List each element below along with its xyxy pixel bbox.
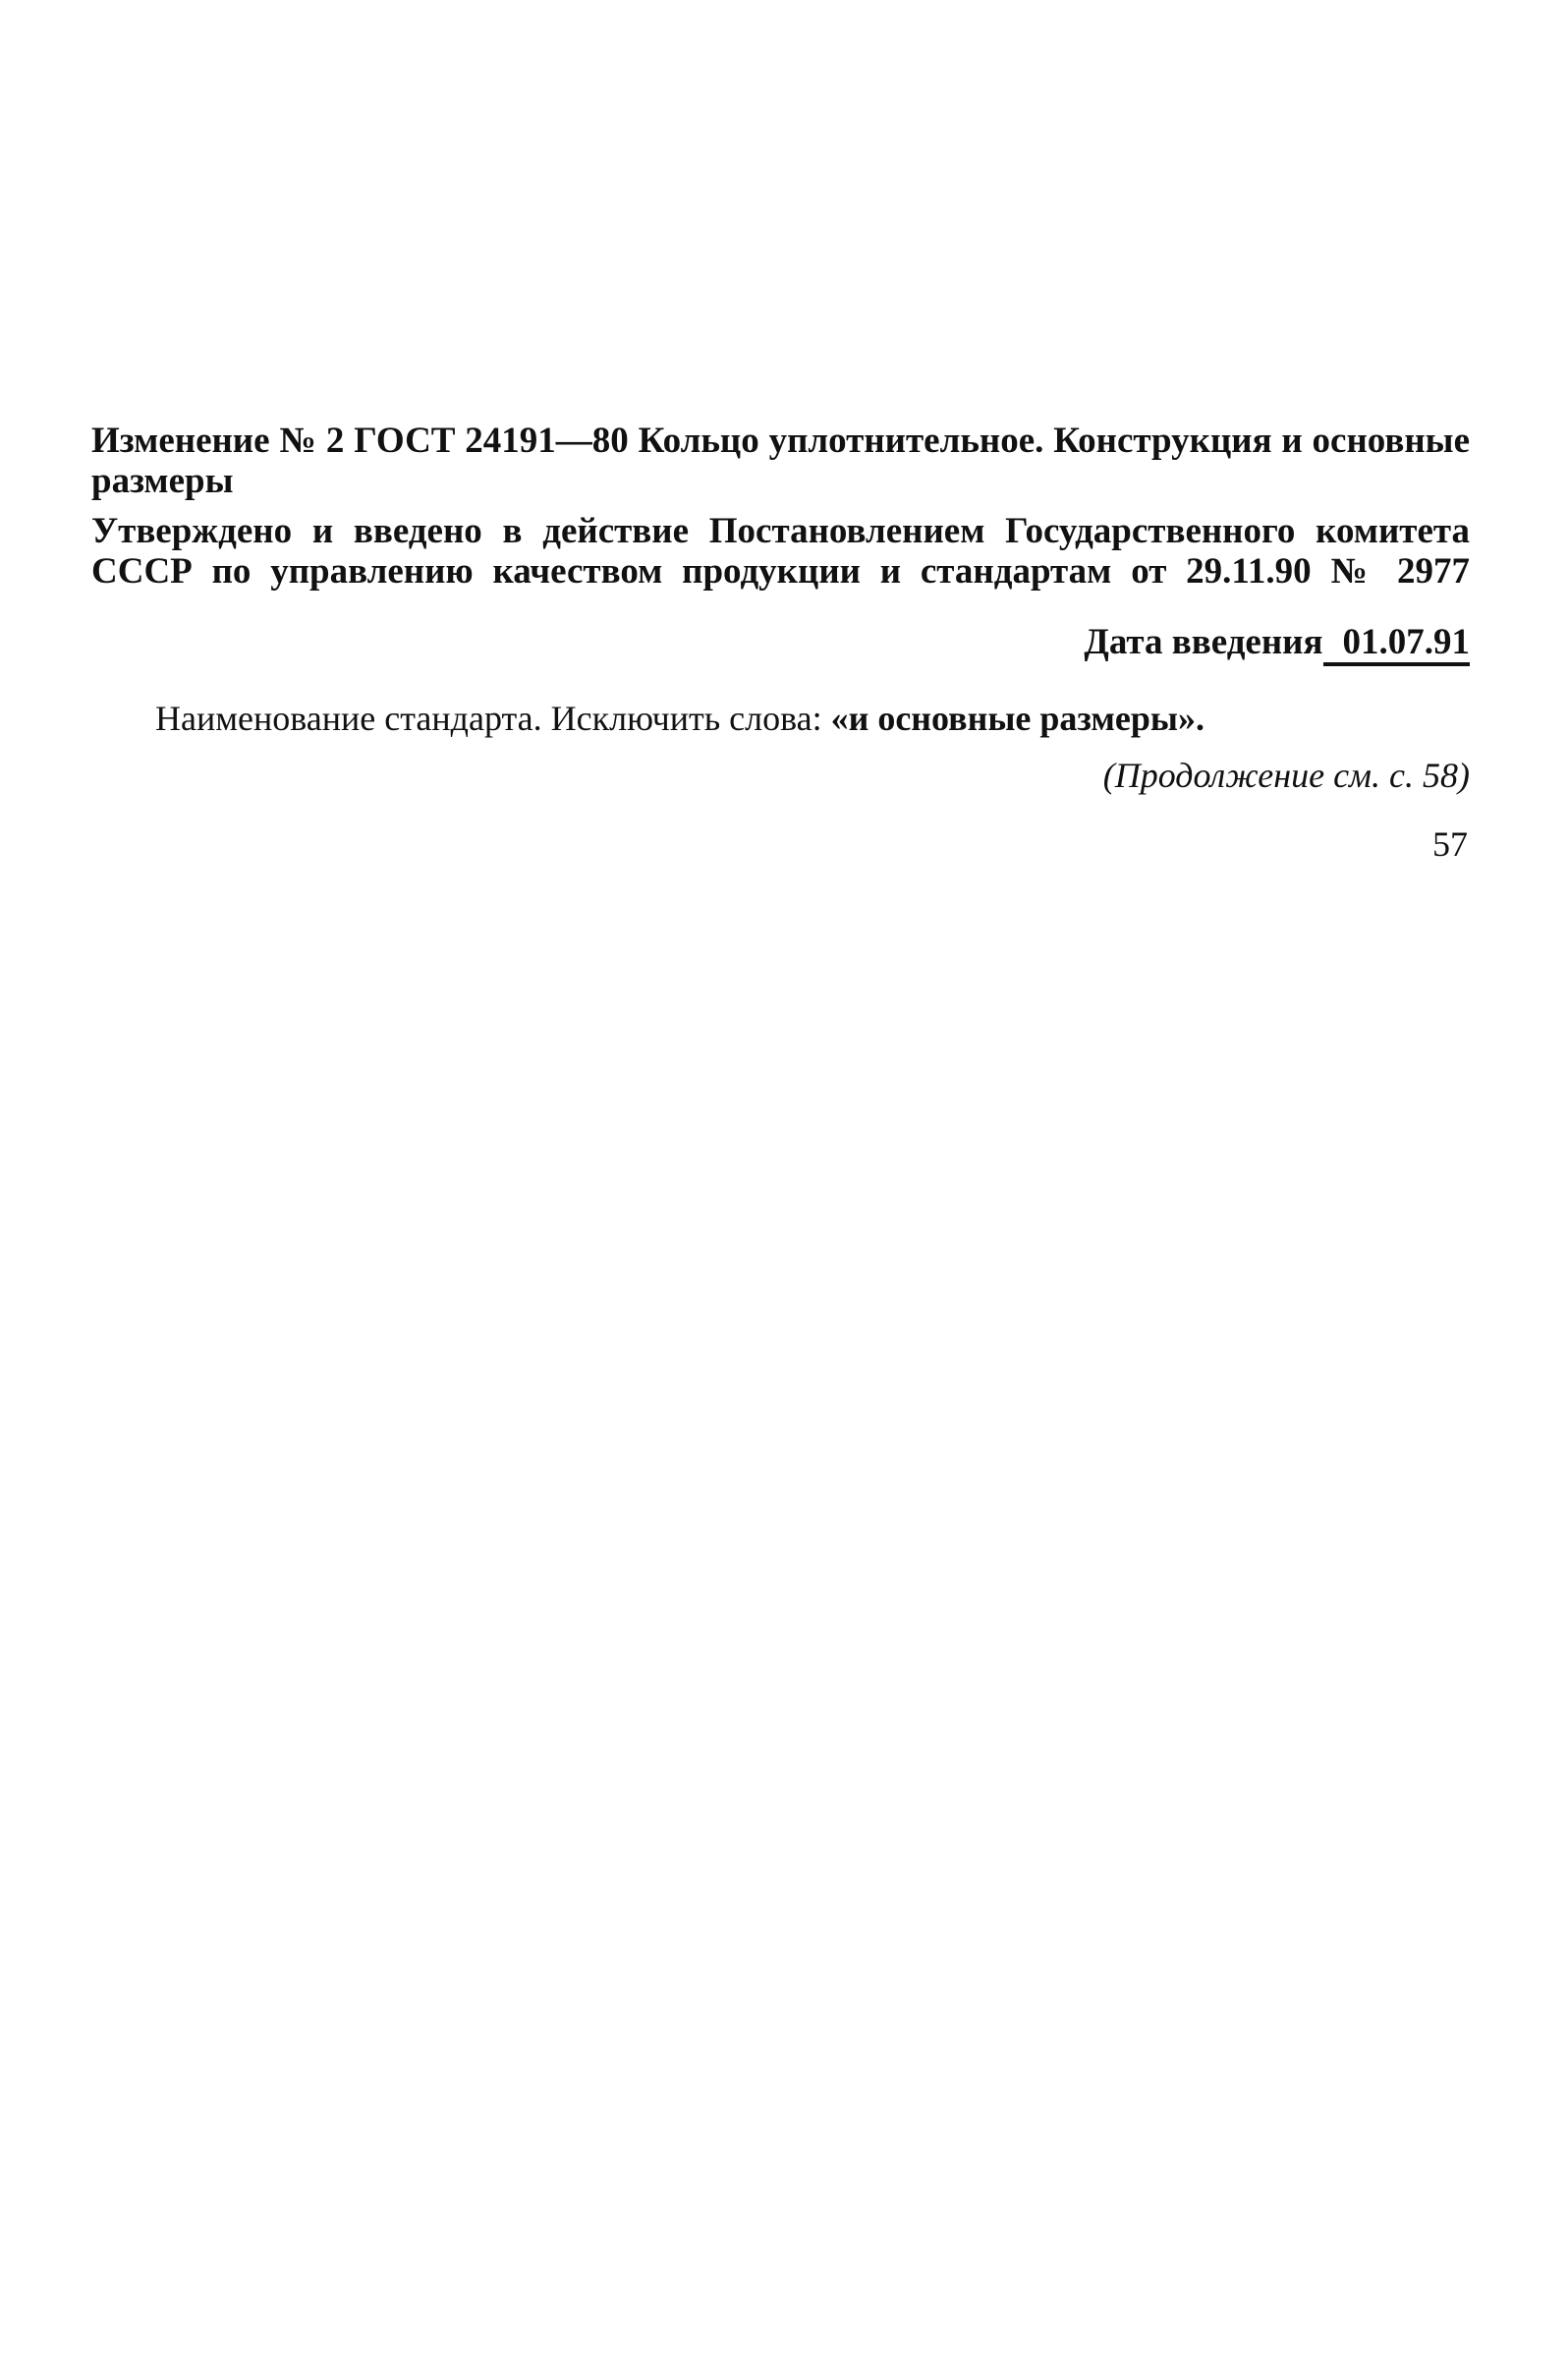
page-number: 57 (1432, 824, 1468, 864)
continuation-note: (Продолжение см. с. 58) (1102, 756, 1470, 795)
approval-statement: Утверждено и введено в действие Постановлением Государственного комитета СССР по управлению качеством продукции и стандартам от 29.11.90 № 2977 (91, 511, 1470, 592)
change-text: Наименование стандарта. Исключить слова: (155, 699, 822, 738)
effective-date-value: 01.07.91 (1323, 623, 1471, 666)
amendment-title: Изменение № 2 ГОСТ 24191—80 Кольцо уплотнительное. Конструкция и основные размеры (91, 421, 1470, 501)
effective-date-label: Дата введения (1084, 622, 1323, 662)
change-removed-words: «и основные размеры». (830, 699, 1205, 738)
effective-date-line (1084, 621, 1470, 666)
change-paragraph (155, 698, 1432, 739)
